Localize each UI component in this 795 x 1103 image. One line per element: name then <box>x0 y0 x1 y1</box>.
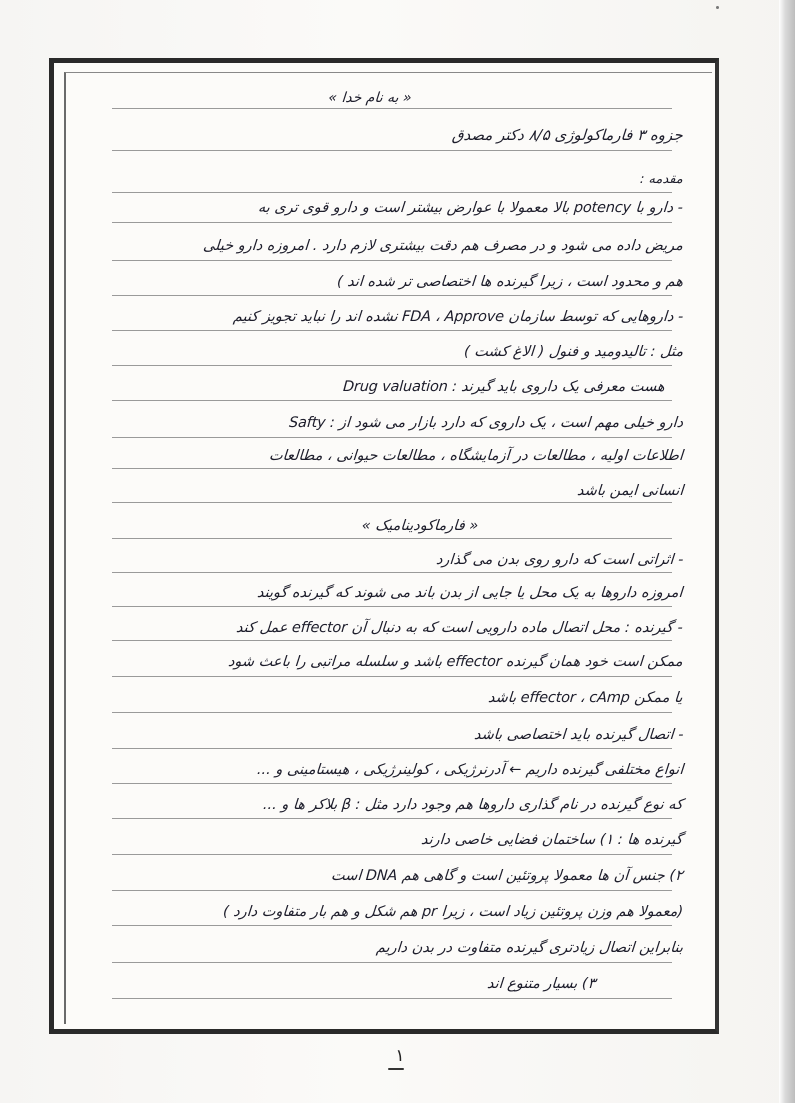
note-line: انسانی ایمن باشد <box>575 483 684 499</box>
ruled-line <box>112 572 672 573</box>
ruled-line <box>112 854 672 855</box>
page-number: ۱ <box>395 1046 405 1066</box>
ruled-line <box>112 783 672 784</box>
note-line: ممکن است خود همان گیرنده effector باشد و سلسله مراتبی را باعث شود <box>227 654 684 670</box>
note-line: بنابراین اتصال زیادتری گیرنده متفاوت در بدن داریم <box>375 940 684 956</box>
note-line: امروزه داروها به یک محل یا جایی از بدن باند می شوند که گیرنده گویند <box>256 585 684 601</box>
note-line: (معمولا هم وزن پروتئین زیاد است ، زیرا pr هم شکل و هم بار متفاوت دارد ) <box>222 904 684 920</box>
note-line: - دارو با potency بالا معمولا با عوارض بیشتر است و دارو قوی تری به <box>257 200 684 216</box>
ruled-line <box>112 437 672 438</box>
note-line: ۲) جنس آن ها معمولا پروتئین است و گاهی هم DNA است <box>330 868 684 884</box>
ruled-line <box>112 818 672 819</box>
note-line: مقدمه : <box>639 172 684 187</box>
note-line: که نوع گیرنده در نام گذاری داروها هم وجود دارد مثل : β بلاکر ها و ... <box>262 797 684 813</box>
ruled-line <box>112 748 672 749</box>
note-line: - اثراتی است که دارو روی بدن می گذارد <box>435 552 684 568</box>
ruled-line <box>112 192 672 193</box>
ruled-line <box>112 108 672 109</box>
ruled-line <box>112 606 672 607</box>
scan-speck <box>716 6 719 9</box>
ruled-line <box>112 365 672 366</box>
note-line: جزوه ۳ فارماکولوژی ۸/۵ دکتر مصدق <box>451 126 684 144</box>
note-line: هم و محدود است ، زیرا گیرنده ها اختصاصی تر شده اند ) <box>336 274 684 290</box>
section-heading: « فارماکودینامیک » <box>361 518 479 534</box>
ruled-line <box>112 222 672 223</box>
note-line: یا ممکن effector ، cAmp باشد <box>487 690 684 706</box>
note-line: - داروهایی که توسط سازمان FDA ، Approve نشده اند را نباید تجویز کنیم <box>232 309 684 325</box>
note-line: Drug valuation : هست معرفی یک داروی باید گیرند <box>342 379 666 395</box>
ruled-line <box>112 998 672 999</box>
note-line: گیرنده ها : ۱) ساختمان فضایی خاصی دارند <box>420 832 684 848</box>
page-heading: « به نام خدا » <box>327 90 413 106</box>
ruled-line <box>112 468 672 469</box>
ruled-line <box>112 150 672 151</box>
ruled-line <box>112 502 672 503</box>
ruled-line <box>112 260 672 261</box>
ruled-line <box>112 676 672 677</box>
note-line: انواع مختلفی گیرنده داریم ← آدرنرژیکی ، کولینرژیکی ، هیستامینی و ... <box>256 762 684 778</box>
ruled-line <box>112 295 672 296</box>
note-line: - اتصال گیرنده باید اختصاصی باشد <box>472 727 684 743</box>
ruled-line <box>112 640 672 641</box>
ruled-line <box>112 925 672 926</box>
note-line: - گیرنده : محل اتصال ماده دارویی است که به دنبال آن effector عمل کند <box>235 620 684 636</box>
page-number-underline <box>388 1068 404 1070</box>
note-line: مریض داده می شود و در مصرف هم دقت بیشتری لازم دارد . امروزه دارو خیلی <box>202 238 684 254</box>
ruled-line <box>112 962 672 963</box>
scan-edge-shadow <box>779 0 795 1103</box>
ruled-line <box>112 890 672 891</box>
note-line: اطلاعات اولیه ، مطالعات در آزمایشگاه ، مطالعات حیوانی ، مطالعات <box>268 448 684 464</box>
note-line: مثل : تالیدومید و فنول ( الاغ کشت ) <box>463 344 684 360</box>
ruled-line <box>112 538 672 539</box>
ruled-line <box>112 712 672 713</box>
ruled-line <box>112 330 672 331</box>
ruled-line <box>112 400 672 401</box>
note-line: Safty : دارو خیلی مهم است ، یک داروی که دارد بازار می شود از <box>288 415 684 431</box>
note-line: ۳) بسیار متنوع اند <box>486 976 596 992</box>
